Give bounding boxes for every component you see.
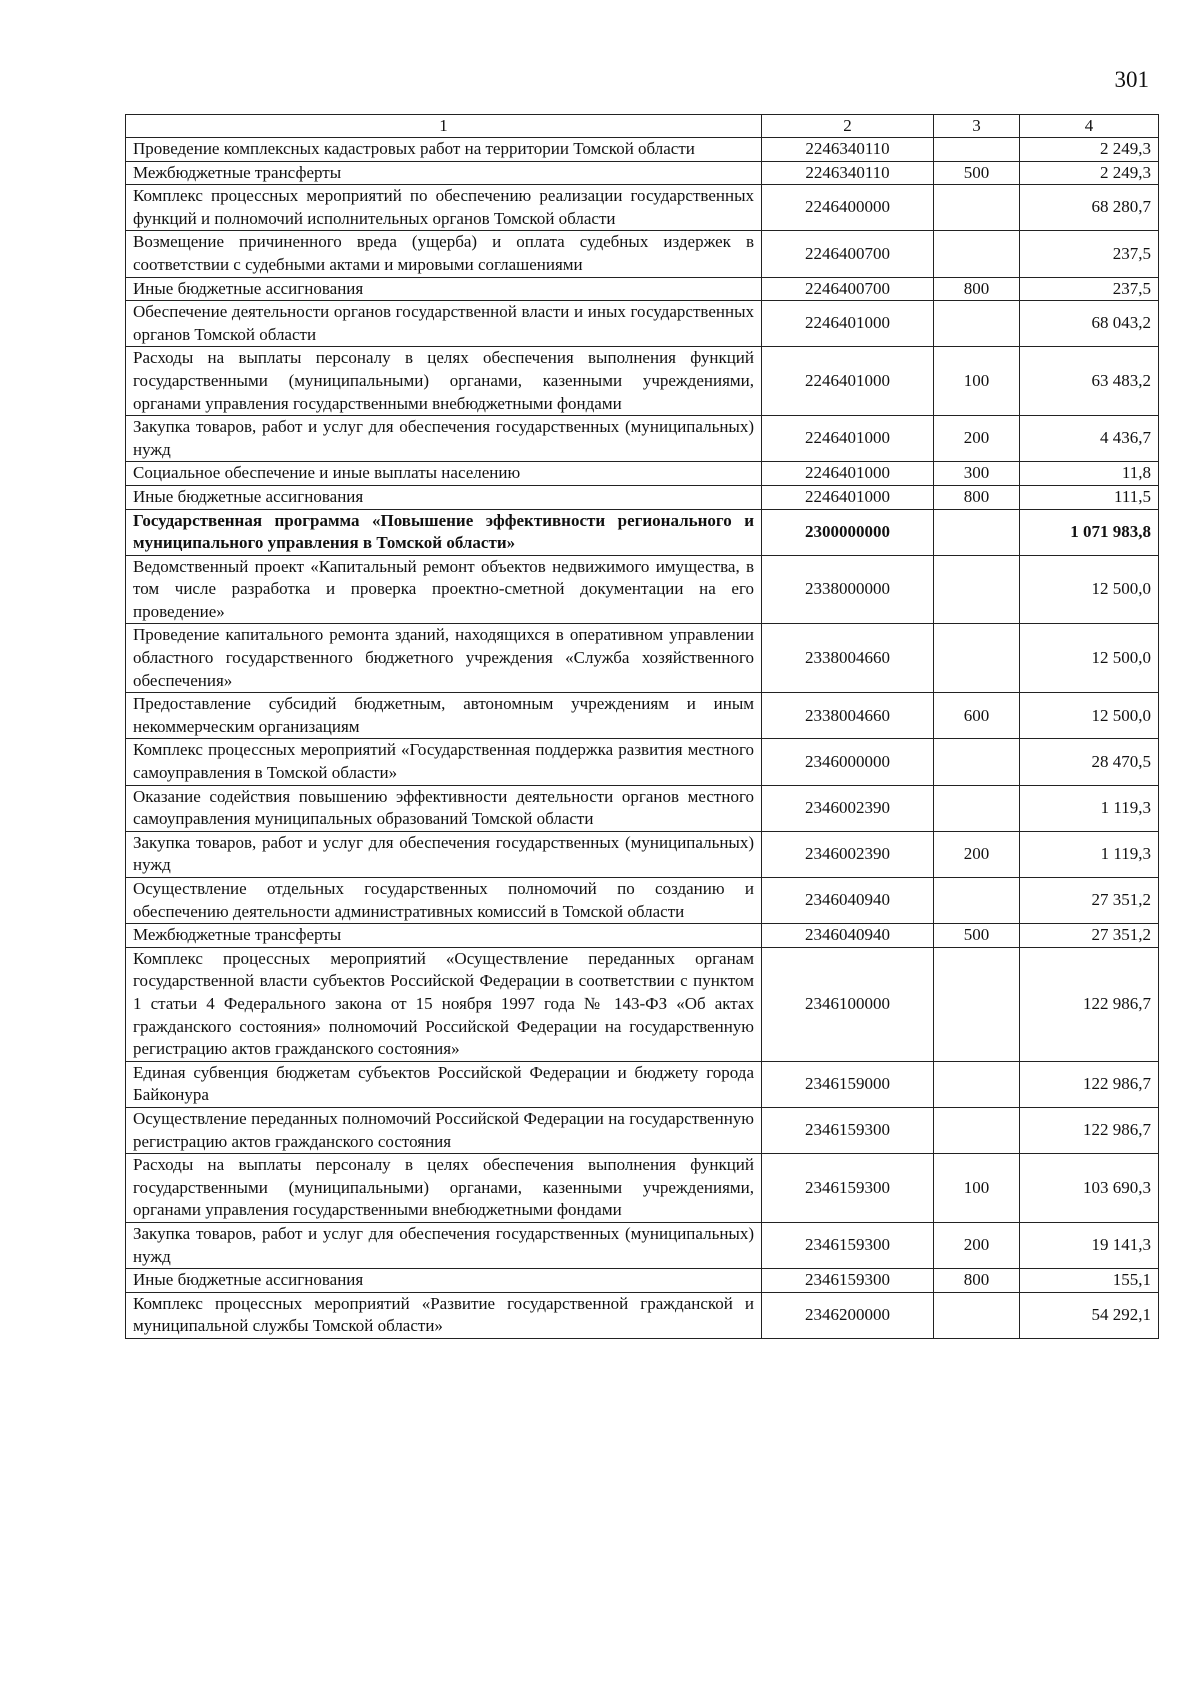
table-row: [126, 485, 1159, 509]
item-name: Возмещение причиненного вреда (ущерба) и оплата судебных издержек в соответствии с судебными актами и мировыми соглашениями: [126, 231, 762, 277]
item-amount: 11,8: [1020, 462, 1159, 486]
item-amount: 27 351,2: [1020, 924, 1159, 948]
table-row: [126, 416, 1159, 462]
table-row: [126, 347, 1159, 416]
item-expense-type: [934, 509, 1020, 555]
item-code: 2346040940: [762, 878, 934, 924]
table-row: [126, 1154, 1159, 1223]
item-expense-type: 600: [934, 693, 1020, 739]
item-name: Межбюджетные трансферты: [126, 924, 762, 948]
item-expense-type: 800: [934, 1269, 1020, 1293]
item-expense-type: [934, 138, 1020, 162]
table-row: [126, 509, 1159, 555]
item-name: Социальное обеспечение и иные выплаты населению: [126, 462, 762, 486]
item-name: Иные бюджетные ассигнования: [126, 277, 762, 301]
header-col-3: 3: [934, 115, 1020, 138]
item-code: 2338004660: [762, 624, 934, 693]
item-name: Государственная программа «Повышение эффективности регионального и муниципального управления в Томской области»: [126, 509, 762, 555]
table-row: [126, 947, 1159, 1061]
item-expense-type: 200: [934, 416, 1020, 462]
table-row: [126, 301, 1159, 347]
item-amount: 54 292,1: [1020, 1292, 1159, 1338]
item-name: Комплекс процессных мероприятий по обеспечению реализации государственных функций и полномочий исполнительных органов Томской области: [126, 185, 762, 231]
table-row: [126, 138, 1159, 162]
item-code: 2346200000: [762, 1292, 934, 1338]
table-row: [126, 624, 1159, 693]
item-expense-type: 300: [934, 462, 1020, 486]
item-expense-type: [934, 739, 1020, 785]
item-expense-type: [934, 555, 1020, 624]
table-row: [126, 185, 1159, 231]
item-amount: 4 436,7: [1020, 416, 1159, 462]
item-code: 2246401000: [762, 416, 934, 462]
item-amount: 12 500,0: [1020, 693, 1159, 739]
item-code: 2346040940: [762, 924, 934, 948]
table-row: [126, 785, 1159, 831]
item-name: Комплекс процессных мероприятий «Осуществление переданных органам государственной власти субъектов Российской Федерации в соответствии с пунктом 1 статьи 4 Федерального закона от 15 ноября 1997 года № 143-ФЗ «Об актах гражданского состояния» полномочий Российской Федерации на государственную регистрацию актов гражданского состояния»: [126, 947, 762, 1061]
item-expense-type: [934, 947, 1020, 1061]
item-name: Оказание содействия повышению эффективности деятельности органов местного самоуправления муниципальных образований Томской области: [126, 785, 762, 831]
item-code: 2346002390: [762, 785, 934, 831]
item-name: Проведение капитального ремонта зданий, находящихся в оперативном управлении областного государственного бюджетного учреждения «Служба хозяйственного обеспечения»: [126, 624, 762, 693]
item-code: 2346159300: [762, 1269, 934, 1293]
item-code: 2338000000: [762, 555, 934, 624]
table-row: [126, 231, 1159, 277]
item-amount: 111,5: [1020, 485, 1159, 509]
page-number: 301: [1114, 67, 1149, 92]
table-row: [126, 831, 1159, 877]
item-expense-type: 200: [934, 831, 1020, 877]
item-code: 2346100000: [762, 947, 934, 1061]
item-expense-type: [934, 1107, 1020, 1153]
item-amount: 27 351,2: [1020, 878, 1159, 924]
item-name: Закупка товаров, работ и услуг для обеспечения государственных (муниципальных) нужд: [126, 831, 762, 877]
item-name: Расходы на выплаты персоналу в целях обеспечения выполнения функций государственными (муниципальными) органами, казенными учреждениями, органами управления государственными внебюджетными фондами: [126, 1154, 762, 1223]
table-row: [126, 1269, 1159, 1293]
item-name: Предоставление субсидий бюджетным, автономным учреждениям и иным некоммерческим организациям: [126, 693, 762, 739]
item-amount: 68 280,7: [1020, 185, 1159, 231]
item-amount: 1 071 983,8: [1020, 509, 1159, 555]
table-row: [126, 277, 1159, 301]
header-col-2: 2: [762, 115, 934, 138]
item-name: Комплекс процессных мероприятий «Государственная поддержка развития местного самоуправления в Томской области»: [126, 739, 762, 785]
table-header-row: [126, 115, 1159, 138]
item-code: 2246401000: [762, 347, 934, 416]
item-code: 2246340110: [762, 161, 934, 185]
item-amount: 19 141,3: [1020, 1222, 1159, 1268]
item-code: 2338004660: [762, 693, 934, 739]
item-code: 2346159300: [762, 1107, 934, 1153]
item-name: Осуществление переданных полномочий Российской Федерации на государственную регистрацию актов гражданского состояния: [126, 1107, 762, 1153]
item-code: 2246400700: [762, 231, 934, 277]
item-expense-type: [934, 1292, 1020, 1338]
item-code: 2346159300: [762, 1154, 934, 1223]
item-expense-type: [934, 624, 1020, 693]
item-code: 2246401000: [762, 462, 934, 486]
item-code: 2246400700: [762, 277, 934, 301]
table-row: [126, 1222, 1159, 1268]
item-name: Иные бюджетные ассигнования: [126, 485, 762, 509]
table-row: [126, 693, 1159, 739]
item-amount: 122 986,7: [1020, 1107, 1159, 1153]
item-amount: 103 690,3: [1020, 1154, 1159, 1223]
item-code: 2246401000: [762, 301, 934, 347]
item-amount: 2 249,3: [1020, 161, 1159, 185]
item-expense-type: 100: [934, 347, 1020, 416]
table-row: [126, 924, 1159, 948]
item-name: Проведение комплексных кадастровых работ на территории Томской области: [126, 138, 762, 162]
item-name: Осуществление отдельных государственных полномочий по созданию и обеспечению деятельности административных комиссий в Томской области: [126, 878, 762, 924]
item-amount: 63 483,2: [1020, 347, 1159, 416]
item-code: 2346159000: [762, 1061, 934, 1107]
table-row: [126, 1061, 1159, 1107]
table-row: [126, 555, 1159, 624]
item-expense-type: [934, 785, 1020, 831]
item-expense-type: 800: [934, 485, 1020, 509]
item-amount: 2 249,3: [1020, 138, 1159, 162]
item-amount: 122 986,7: [1020, 1061, 1159, 1107]
item-code: 2246400000: [762, 185, 934, 231]
table-row: [126, 878, 1159, 924]
item-name: Ведомственный проект «Капитальный ремонт объектов недвижимого имущества, в том числе разработка и проверка проектно-сметной документации на его проведение»: [126, 555, 762, 624]
item-amount: 12 500,0: [1020, 624, 1159, 693]
item-code: 2346000000: [762, 739, 934, 785]
item-name: Межбюджетные трансферты: [126, 161, 762, 185]
item-expense-type: 800: [934, 277, 1020, 301]
item-name: Закупка товаров, работ и услуг для обеспечения государственных (муниципальных) нужд: [126, 1222, 762, 1268]
header-col-1: 1: [126, 115, 762, 138]
table-row: [126, 1292, 1159, 1338]
item-amount: 28 470,5: [1020, 739, 1159, 785]
item-expense-type: 500: [934, 924, 1020, 948]
table-row: [126, 161, 1159, 185]
item-expense-type: [934, 301, 1020, 347]
item-expense-type: [934, 878, 1020, 924]
item-code: 2300000000: [762, 509, 934, 555]
item-amount: 12 500,0: [1020, 555, 1159, 624]
budget-table: [125, 114, 1159, 1339]
item-code: 2246401000: [762, 485, 934, 509]
item-code: 2346002390: [762, 831, 934, 877]
item-expense-type: 200: [934, 1222, 1020, 1268]
item-expense-type: 500: [934, 161, 1020, 185]
item-amount: 1 119,3: [1020, 785, 1159, 831]
item-name: Обеспечение деятельности органов государственной власти и иных государственных органов Томской области: [126, 301, 762, 347]
table-row: [126, 1107, 1159, 1153]
item-expense-type: [934, 185, 1020, 231]
item-name: Закупка товаров, работ и услуг для обеспечения государственных (муниципальных) нужд: [126, 416, 762, 462]
item-amount: 237,5: [1020, 277, 1159, 301]
item-name: Единая субвенция бюджетам субъектов Российской Федерации и бюджету города Байконура: [126, 1061, 762, 1107]
item-expense-type: [934, 1061, 1020, 1107]
item-expense-type: [934, 231, 1020, 277]
item-amount: 155,1: [1020, 1269, 1159, 1293]
table-row: [126, 739, 1159, 785]
item-amount: 68 043,2: [1020, 301, 1159, 347]
header-col-4: 4: [1020, 115, 1159, 138]
item-name: Иные бюджетные ассигнования: [126, 1269, 762, 1293]
item-name: Комплекс процессных мероприятий «Развитие государственной гражданской и муниципальной службы Томской области»: [126, 1292, 762, 1338]
item-expense-type: 100: [934, 1154, 1020, 1223]
item-code: 2246340110: [762, 138, 934, 162]
item-amount: 237,5: [1020, 231, 1159, 277]
item-amount: 122 986,7: [1020, 947, 1159, 1061]
item-amount: 1 119,3: [1020, 831, 1159, 877]
item-code: 2346159300: [762, 1222, 934, 1268]
item-name: Расходы на выплаты персоналу в целях обеспечения выполнения функций государственными (муниципальными) органами, казенными учреждениями, органами управления государственными внебюджетными фондами: [126, 347, 762, 416]
table-row: [126, 462, 1159, 486]
